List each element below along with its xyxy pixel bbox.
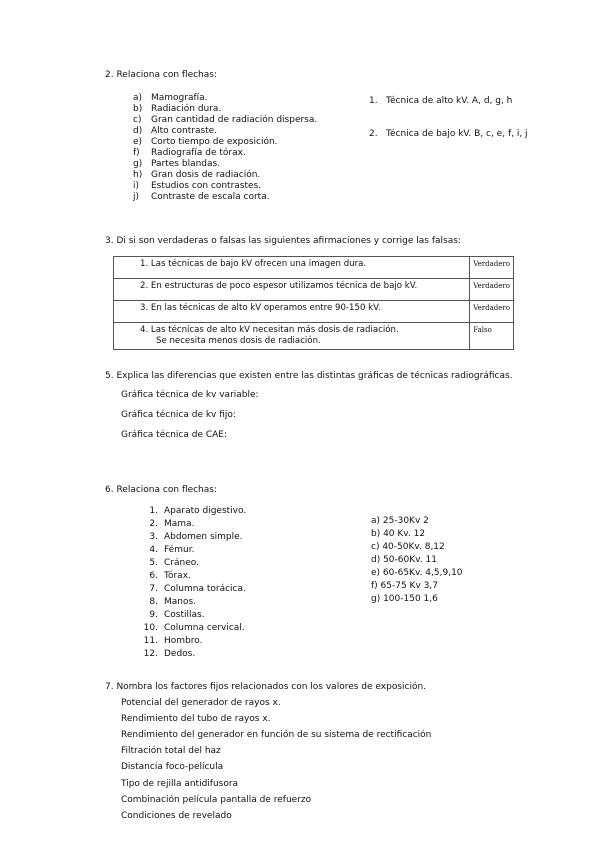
list-item (140, 506, 246, 517)
item-text: Dedos. (164, 649, 196, 659)
statement-cell: 1. Las técnicas de bajo kV ofrecen una imagen dura. (114, 257, 470, 279)
q5-heading: 5. Explica las diferencias que existen entre las distintas gráficas de técnicas radiográficas. (105, 371, 513, 381)
answer-cell: Verdadero (470, 279, 514, 301)
item-number: 1. (149, 506, 158, 516)
list-item (140, 623, 245, 634)
answer-line: Gráfica técnica de kv variable: (121, 390, 259, 400)
item-text: Manos. (164, 597, 197, 607)
q2-option-2 (369, 129, 528, 140)
list-item (140, 558, 199, 569)
item-text: Tórax. (164, 571, 191, 581)
q2-option-1 (369, 96, 512, 107)
item-text: Corto tiempo de exposición. (151, 137, 278, 147)
list-item (133, 181, 261, 192)
item-number: 7. (149, 584, 158, 594)
item-text: Mamografía. (151, 93, 208, 103)
option-number: 2. (369, 129, 378, 139)
statement-text: 4. Las técnicas de alto kV necesitan más dosis de radiación. (140, 325, 399, 335)
list-item (133, 170, 260, 181)
item-number: 3. (149, 532, 158, 542)
item-text: Partes blandas. (151, 159, 221, 169)
q2-heading: 2. Relaciona con flechas: (105, 70, 217, 80)
item-text: Fémur. (164, 545, 195, 555)
item-letter: f) (133, 148, 140, 158)
table-row (114, 257, 514, 279)
list-item (140, 519, 194, 530)
item-text: Radiografía de tórax. (151, 148, 246, 158)
item-text: Cráneo. (164, 558, 199, 568)
answer-cell: Falso (470, 323, 514, 350)
answer-line: Rendimiento del tubo de rayos x. (121, 714, 271, 724)
list-item (133, 137, 278, 148)
list-item (140, 545, 194, 556)
item-letter: j) (133, 192, 140, 202)
option-number: 1. (369, 96, 378, 106)
item-letter: b) (133, 104, 143, 114)
item-number: 6. (149, 571, 158, 581)
item-letter: i) (133, 181, 140, 191)
answer-line: Tipo de rejilla antidifusora (121, 779, 239, 789)
table-row (114, 279, 514, 301)
table-row (114, 301, 514, 323)
item-text: Alto contraste. (151, 126, 218, 136)
option-text: Técnica de bajo kV. B, c, e, f, i, j (386, 129, 528, 139)
table-row (114, 323, 514, 350)
list-item (140, 636, 202, 647)
item-number: 12. (143, 649, 158, 659)
item-text: Mama. (164, 519, 195, 529)
true-false-table (113, 256, 514, 350)
list-item (140, 584, 246, 595)
answer-line: Distancia foco-película (121, 762, 224, 772)
item-text: Aparato digestivo. (164, 506, 247, 516)
item-text: Hombro. (164, 636, 203, 646)
option-item: c) 40-50Kv. 8,12 (371, 542, 445, 552)
item-text: Estudios con contrastes. (151, 181, 262, 191)
list-item (133, 104, 221, 115)
item-text: Gran cantidad de radiación dispersa. (151, 115, 318, 125)
answer-cell: Verdadero (470, 301, 514, 323)
option-item: e) 60-65Kv. 4,5,9,10 (371, 568, 463, 578)
item-number: 5. (149, 558, 158, 568)
list-item (133, 192, 270, 203)
item-text: Columna torácica. (164, 584, 246, 594)
list-item (140, 597, 196, 608)
option-item: a) 25-30Kv 2 (371, 516, 429, 526)
item-number: 4. (149, 545, 158, 555)
list-item (133, 159, 220, 170)
option-item: d) 50-60Kv. 11 (371, 555, 437, 565)
list-item (133, 148, 246, 159)
item-number: 10. (143, 623, 158, 633)
item-text: Radiación dura. (151, 104, 222, 114)
item-number: 9. (149, 610, 158, 620)
statement-cell: 3. En las técnicas de alto kV operamos entre 90-150 kV. (114, 301, 470, 323)
answer-cell: Verdadero (470, 257, 514, 279)
q3-heading: 3. Di si son verdaderas o falsas las siguientes afirmaciones y corrige las falsas: (105, 236, 461, 246)
item-text: Columna cervical. (164, 623, 245, 633)
answer-line: Combinación película pantalla de refuerzo (121, 795, 312, 805)
item-text: Abdomen simple. (164, 532, 243, 542)
answer-line: Filtración total del haz (121, 746, 221, 756)
item-number: 8. (149, 597, 158, 607)
statement-cell: 2. En estructuras de poco espesor utilizamos técnica de bajo kV. (114, 279, 470, 301)
q6-heading: 6. Relaciona con flechas: (105, 485, 217, 495)
item-letter: c) (133, 115, 142, 125)
correction-text: Se necesita menos dosis de radiación. (156, 336, 321, 346)
item-text: Contraste de escala corta. (151, 192, 270, 202)
item-text: Costillas. (164, 610, 205, 620)
item-letter: d) (133, 126, 143, 136)
list-item (140, 571, 191, 582)
statement-cell (114, 323, 470, 350)
answer-line: Potencial del generador de rayos x. (121, 698, 281, 708)
list-item (140, 532, 243, 543)
list-item (140, 649, 195, 660)
item-letter: e) (133, 137, 143, 147)
answer-line: Gráfica técnica de CAE: (121, 430, 227, 440)
item-letter: h) (133, 170, 143, 180)
answer-line: Condiciones de revelado (121, 811, 232, 821)
list-item (133, 93, 208, 104)
item-letter: a) (133, 93, 143, 103)
item-text: Gran dosis de radiación. (151, 170, 261, 180)
list-item (133, 115, 317, 126)
q7-heading: 7. Nombra los factores fijos relacionados con los valores de exposición. (105, 682, 427, 692)
answer-line: Rendimiento del generador en función de su sistema de rectificación (121, 730, 432, 740)
answer-line: Gráfica técnica de kv fijo: (121, 410, 236, 420)
list-item (133, 126, 217, 137)
item-number: 11. (143, 636, 158, 646)
item-letter: g) (133, 159, 143, 169)
option-item: f) 65-75 Kv 3,7 (371, 581, 438, 591)
option-item: g) 100-150 1,6 (371, 594, 438, 604)
item-number: 2. (149, 519, 158, 529)
option-text: Técnica de alto kV. A, d, g, h (386, 96, 513, 106)
list-item (140, 610, 205, 621)
option-item: b) 40 Kv. 12 (371, 529, 426, 539)
